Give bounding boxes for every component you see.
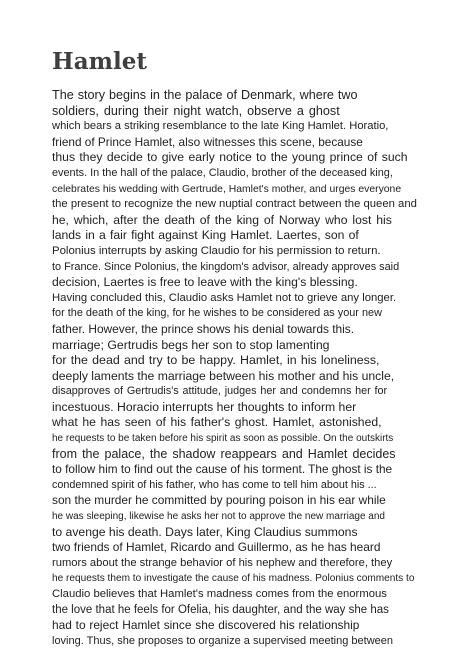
text-line: lands in a fair fight against King Hamlet. Laertes, son of	[52, 228, 359, 243]
text-line: loving. Thus, she proposes to organize a supervised meeting between	[52, 634, 394, 647]
text-line: Polonius interrupts by asking Claudio for his permission to return.	[52, 244, 381, 257]
text-line: had to reject Hamlet since she discovered his relationship	[52, 618, 360, 633]
text-line: what he has seen of his father's ghost. Hamlet, astonished,	[52, 415, 382, 430]
text-line: events. In the hall of the palace, Claudio, brother of the deceased king,	[52, 166, 393, 179]
text-line: Having concluded this, Claudio asks Hamlet not to grieve any longer.	[52, 291, 397, 304]
body-text	[52, 88, 464, 649]
text-line: for the dead and try to be happy. Hamlet, in his loneliness,	[52, 353, 380, 368]
text-line: Claudio believes that Hamlet's madness comes from the enormous	[52, 588, 387, 600]
document-title: Hamlet	[52, 48, 147, 75]
text-line: he was sleeping, likewise he asks her not to approve the new marriage and	[52, 511, 385, 523]
text-line: from the palace, the shadow reappears and Hamlet decides	[52, 446, 396, 461]
text-line: son the murder he committed by pouring poison in his ear while	[52, 493, 386, 508]
text-line: incestuous. Horacio interrupts her thoughts to inform her	[52, 399, 357, 414]
text-line: the love that he feels for Ofelia, his daughter, and the way she has	[52, 603, 389, 616]
text-line: celebrates his wedding with Gertrude, Hamlet's mother, and urges everyone	[52, 183, 402, 195]
text-line: disapproves of Gertrudis's attitude, judges her and condemns her for	[52, 385, 388, 398]
text-line: friend of Prince Hamlet, also witnesses this scene, because	[52, 134, 363, 149]
text-line: he requests them to investigate the cause of his madness. Polonius comments to	[52, 573, 415, 585]
text-line: decision, Laertes is free to leave with the king's blessing.	[52, 275, 358, 290]
text-line: he requests to be taken before his spirit as soon as possible. On the outskirts	[52, 433, 394, 445]
text-line: two friends of Hamlet, Ricardo and Guillermo, as he has heard	[52, 540, 381, 555]
text-line: to avenge his death. Days later, King Claudius summons	[52, 524, 358, 539]
text-line: to France. Since Polonius, the kingdom's advisor, already approves said	[52, 260, 400, 273]
text-line: father. However, the prince shows his denial towards this.	[52, 321, 355, 336]
text-line: he, which, after the death of the king of Norway who lost his	[52, 212, 392, 227]
text-line: The story begins in the palace of Denmark, where two	[52, 88, 358, 102]
text-line: the present to recognize the new nuptial contract between the queen and	[52, 198, 417, 211]
text-line: thus they decide to give early notice to the young prince of such	[52, 150, 408, 165]
text-line: condemned spirit of his father, who has come to tell him about his ...	[52, 478, 377, 491]
text-line: for the death of the king, for he wishes to be considered as your new	[52, 307, 382, 320]
text-line: which bears a striking resemblance to the late King Hamlet. Horatio,	[52, 120, 389, 133]
text-line: soldiers, during their night watch, observe a ghost	[52, 103, 340, 118]
text-line: to follow him to find out the cause of his torment. The ghost is the	[52, 462, 393, 477]
text-line: deeply laments the marriage between his mother and his uncle,	[52, 368, 395, 383]
text-line: marriage; Gertrudis begs her son to stop lamenting	[52, 337, 330, 352]
text-line: rumors about the strange behavior of his nephew and therefore, they	[52, 556, 393, 569]
